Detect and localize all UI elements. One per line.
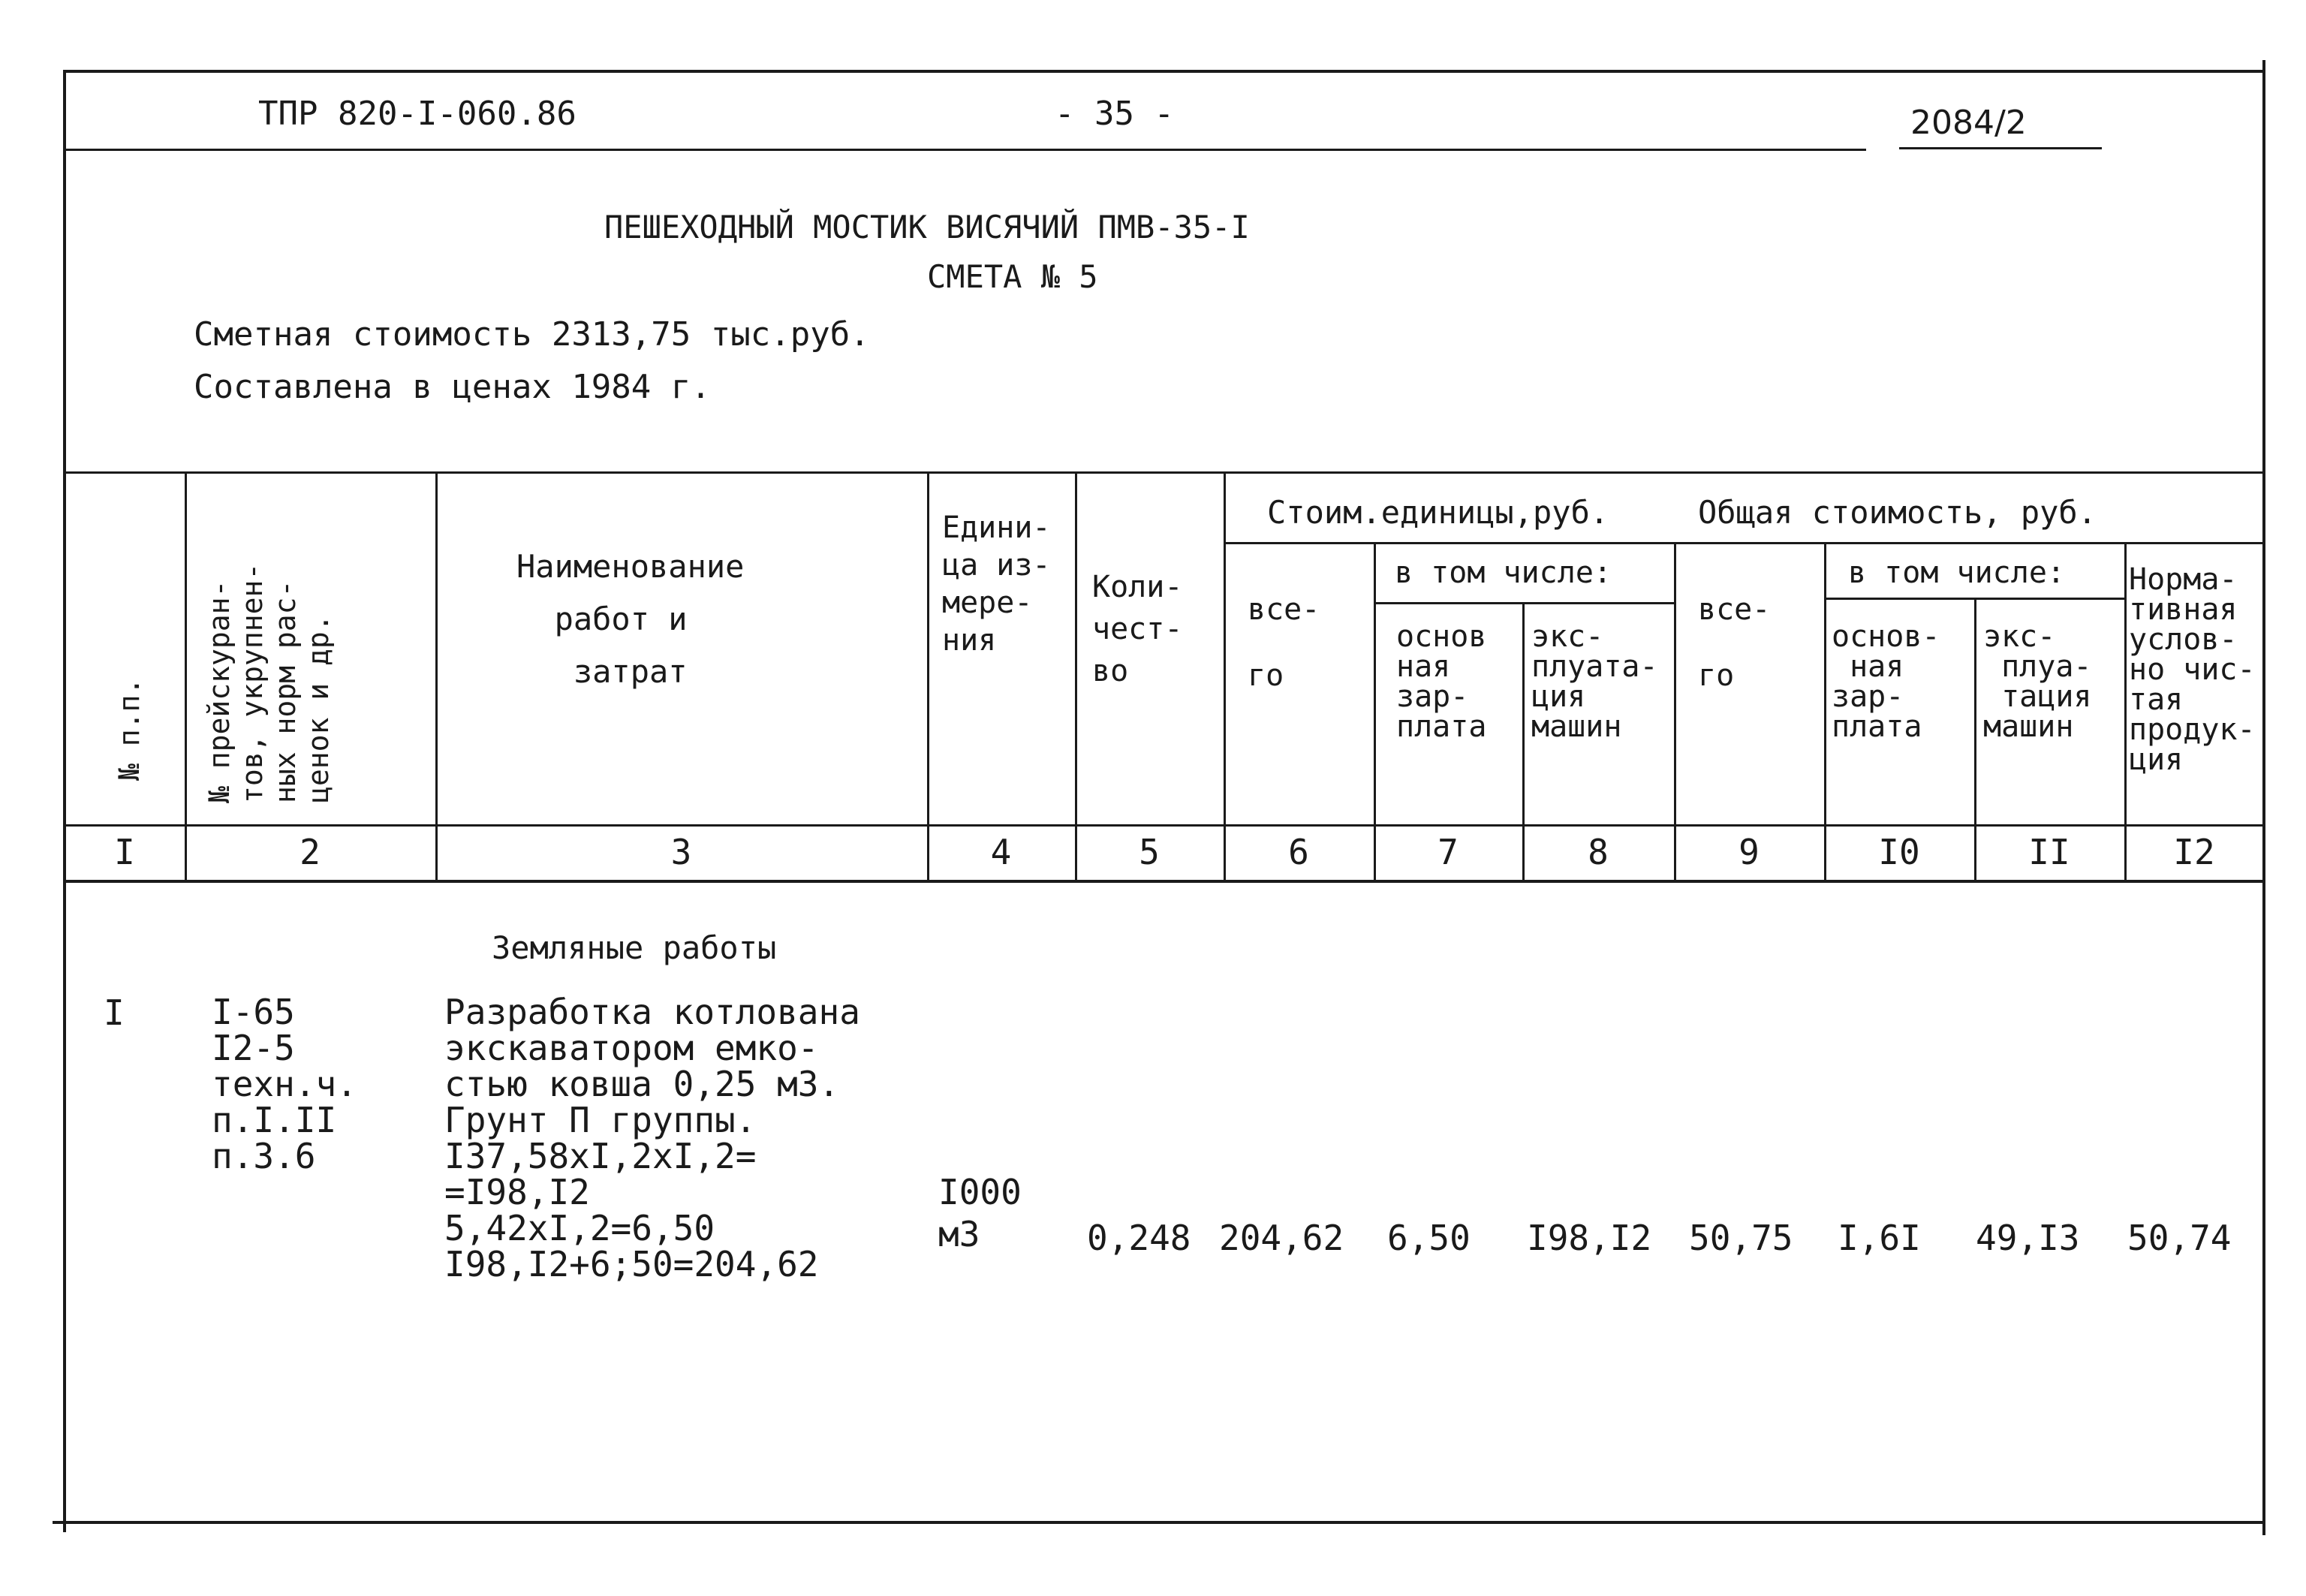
header-unit-cost: Стоим.единицы,руб. bbox=[1267, 494, 1609, 531]
colnum-4: 4 bbox=[990, 832, 1012, 872]
header-total-machines: экс- плуа- тация машин bbox=[1983, 619, 2092, 744]
colnum-bottom-line bbox=[65, 880, 2264, 883]
row-total-cost-all: 50,75 bbox=[1689, 1218, 1793, 1258]
colnum-7: 7 bbox=[1437, 832, 1459, 872]
header-net-production: Норма- тивная услов- но чис- тая продук- ция bbox=[2129, 562, 2256, 777]
header-work-name: Наименование работ и затрат bbox=[516, 548, 745, 690]
frame-right-line bbox=[2262, 60, 2265, 1535]
col-line-5 bbox=[1224, 471, 1226, 881]
col-line-2 bbox=[435, 471, 438, 881]
header-unit-machines: экс- плуата- ция машин bbox=[1531, 619, 1658, 744]
colnum-3: 3 bbox=[670, 832, 692, 872]
colnum-8: 8 bbox=[1588, 832, 1609, 872]
col-line-3 bbox=[927, 471, 929, 881]
section-heading: Земляные работы bbox=[492, 929, 777, 966]
handwritten-underline bbox=[1899, 147, 2102, 149]
row-reference: I-65 I2-5 техн.ч. п.I.II п.3.6 bbox=[212, 992, 357, 1176]
col-line-11 bbox=[2124, 542, 2127, 881]
unit-cost-subline bbox=[1224, 542, 2264, 544]
header-total-all: все- го bbox=[1698, 592, 1771, 693]
row-net-production: 50,74 bbox=[2127, 1218, 2232, 1258]
col-line-6 bbox=[1374, 542, 1376, 881]
price-basis: Составлена в ценах 1984 г. bbox=[194, 368, 711, 406]
frame-top-line bbox=[65, 70, 2264, 73]
row-unit-cost-all: 204,62 bbox=[1219, 1218, 1344, 1258]
handwritten-sheet-number: 2084/2 bbox=[1910, 104, 2027, 142]
row-total-cost-wages: I,6I bbox=[1838, 1218, 1921, 1258]
table-top-line bbox=[65, 471, 2264, 474]
header-unit-wages: основ ная зар- плата bbox=[1396, 619, 1487, 744]
header-total-cost: Общая стоимость, руб. bbox=[1698, 494, 2097, 531]
col-line-4 bbox=[1075, 471, 1077, 881]
row-total-cost-machines: 49,I3 bbox=[1976, 1218, 2080, 1258]
header-item-number: № п.п. bbox=[113, 677, 146, 781]
col-line-8 bbox=[1674, 542, 1676, 881]
col-line-1 bbox=[185, 471, 187, 881]
header-quantity: Коли- чест- во bbox=[1092, 570, 1183, 688]
page-number: - 35 - bbox=[1055, 95, 1174, 133]
row-description: Разработка котлована экскаватором емко- стью ковша 0,25 м3. Грунт П группы. I37,58xI,2xI,2= =I98,I2 5,42xI,2=6,50 I98,I2+6;50=204,62 bbox=[444, 992, 860, 1284]
row-unit-cost-machines: I98,I2 bbox=[1527, 1218, 1652, 1258]
colnum-10: I0 bbox=[1878, 832, 1920, 872]
header-divider bbox=[65, 149, 1866, 151]
estimated-cost: Сметная стоимость 2313,75 тыс.руб. bbox=[194, 315, 870, 354]
col-line-9 bbox=[1824, 542, 1826, 881]
colnum-5: 5 bbox=[1139, 832, 1160, 872]
header-bottom-line bbox=[65, 824, 2264, 827]
row-number: I bbox=[104, 992, 125, 1033]
header-unit: Едини- ца из- мере- ния bbox=[942, 510, 1051, 658]
colnum-1: I bbox=[114, 832, 135, 872]
frame-left-line bbox=[63, 70, 66, 1532]
colnum-9: 9 bbox=[1739, 832, 1760, 872]
document-code: ТПР 820-I-060.86 bbox=[258, 95, 576, 133]
header-incl-total: в том числе: bbox=[1848, 556, 2065, 590]
header-incl-unit: в том числе: bbox=[1395, 556, 1612, 590]
colnum-6: 6 bbox=[1288, 832, 1309, 872]
colnum-11: II bbox=[2028, 832, 2070, 872]
header-total-wages: основ- ная зар- плата bbox=[1832, 619, 1940, 744]
colnum-2: 2 bbox=[300, 832, 321, 872]
header-price-list-ref: № прейскуран- тов, укрупнен- ных норм рас- ценок и др. bbox=[203, 562, 335, 803]
estimate-number: СМЕТА № 5 bbox=[927, 258, 1098, 295]
row-unit-cost-wages: 6,50 bbox=[1387, 1218, 1471, 1258]
colnum-12: I2 bbox=[2173, 832, 2215, 872]
row-unit: I000 м3 bbox=[938, 1172, 1022, 1254]
row-quantity: 0,248 bbox=[1087, 1218, 1191, 1258]
header-unit-all: все- го bbox=[1248, 592, 1320, 693]
document-title: ПЕШЕХОДНЫЙ МОСТИК ВИСЯЧИЙ ПМВ-35-I bbox=[604, 209, 1250, 245]
frame-bottom-line bbox=[53, 1521, 2265, 1524]
